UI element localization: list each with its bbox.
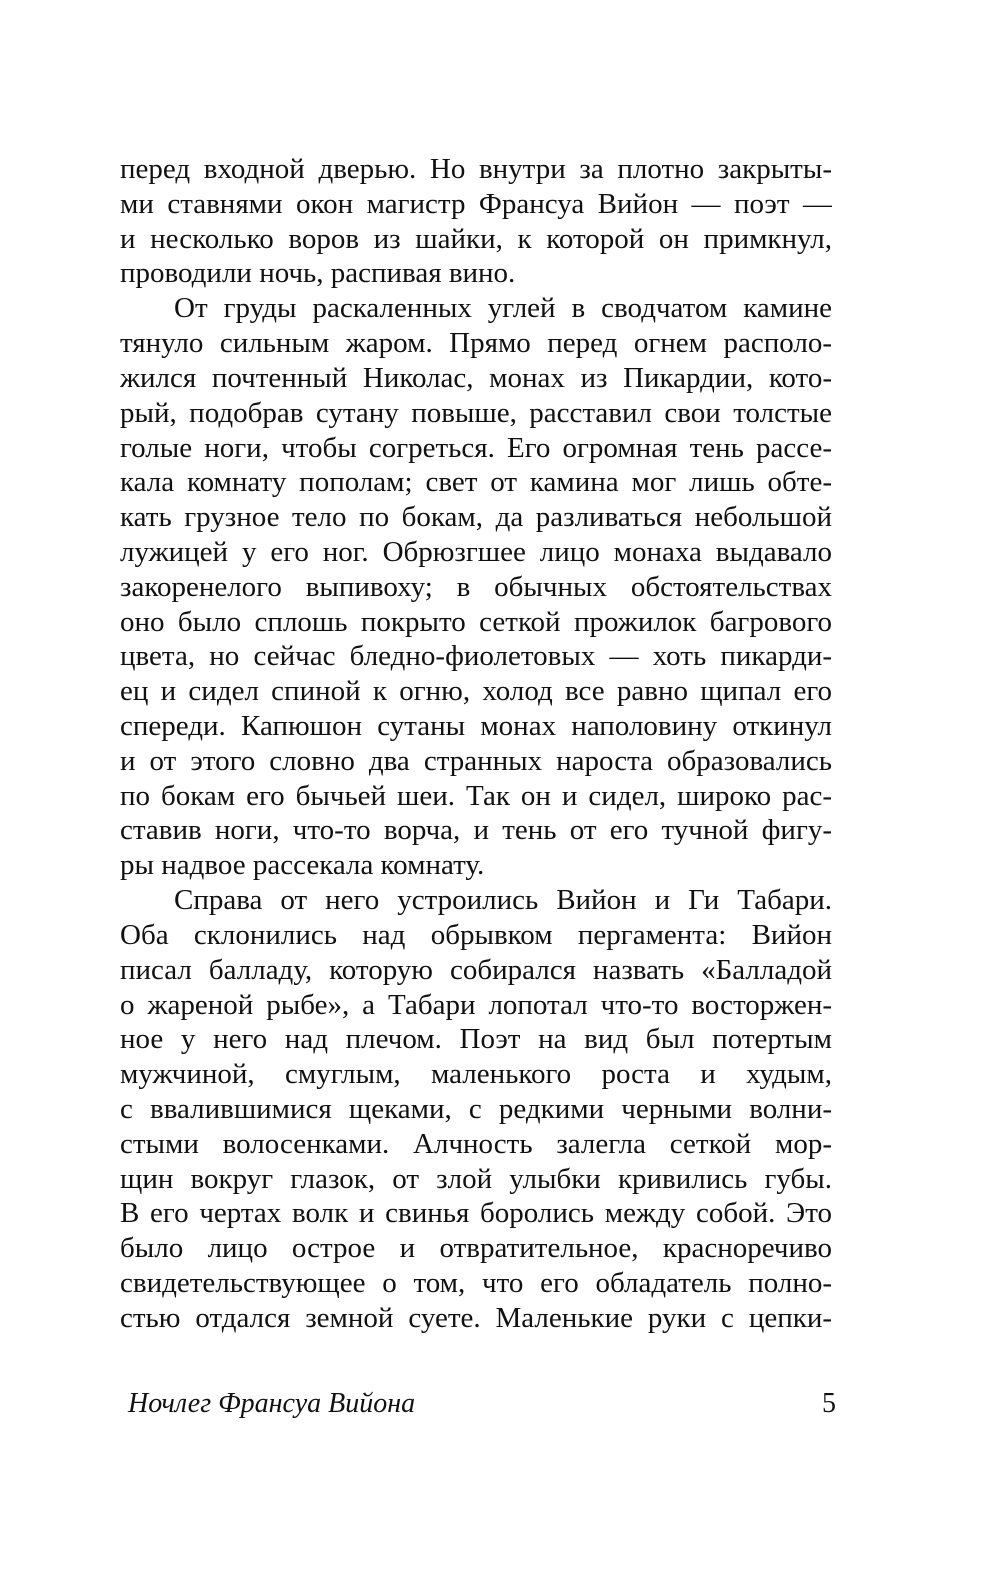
page-footer: [128, 1388, 836, 1428]
text-line: мужчиной, смуглым, маленького роста и худым,: [120, 1058, 832, 1091]
text-line: Справа от него устроились Вийон и Ги Табари.: [174, 884, 832, 917]
text-line: стью отдался земной суете. Маленькие руки с цепки-: [120, 1301, 832, 1334]
text-line: Оба склонились над обрывком пергамента: Вийон: [120, 918, 832, 951]
text-line: От груды раскаленных углей в сводчатом камине: [174, 292, 832, 325]
text-line: ставив ноги, что-то ворча, и тень от его тучной фигу-: [120, 814, 832, 847]
body-text: [120, 152, 832, 1336]
text-line: ное у него над плечом. Поэт на вид был потертым: [120, 1023, 832, 1056]
text-line: стыми волосенками. Алчность залегла сеткой мор-: [120, 1127, 832, 1160]
text-line: спереди. Капюшон сутаны монах наполовину откинул: [120, 710, 832, 742]
text-line: было лицо острое и отвратительное, красноречиво: [120, 1232, 832, 1265]
text-line: свидетельствующее о том, что его обладатель полно-: [120, 1267, 832, 1299]
text-line: по бокам его бычьей шеи. Так он и сидел, широко рас-: [120, 779, 832, 812]
text-line: о жареной рыбе», а Табари лопотал что-то восторжен-: [120, 988, 832, 1021]
text-line: щин вокруг глазок, от злой улыбки кривились губы.: [120, 1162, 832, 1195]
text-line: голые ноги, чтобы согреться. Его огромная тень рассе-: [120, 431, 832, 464]
text-line: ры надвое рассекала комнату.: [120, 849, 485, 882]
text-line: жился почтенный Николас, монах из Пикардии, кото-: [120, 361, 832, 394]
text-line: кать грузное тело по бокам, да разливаться небольшой: [120, 501, 832, 534]
text-line: тянуло сильным жаром. Прямо перед огнем располо-: [120, 327, 832, 360]
text-line: писал балладу, которую собирался назвать «Балладой: [120, 953, 832, 986]
text-line: ец и сидел спиной к огню, холод все равно щипал его: [120, 675, 832, 708]
text-line: перед входной дверью. Но внутри за плотно закрыты-: [120, 153, 832, 185]
text-line: закоренелого выпивоху; в обычных обстоятельствах: [120, 570, 832, 603]
text-line: с ввалившимися щеками, с редкими черными волни-: [120, 1092, 832, 1125]
text-line: В его чертах волк и свинья боролись между собой. Это: [120, 1197, 832, 1230]
running-title: Ночлег Франсуа Вийона: [128, 1388, 416, 1419]
text-line: и несколько воров из шайки, к которой он примкнул,: [120, 222, 832, 255]
text-line: оно было сплошь покрыто сеткой прожилок багрового: [120, 605, 832, 638]
text-line: и от этого словно два странных нароста образовались: [120, 744, 832, 777]
text-line: кала комнату пополам; свет от камина мог лишь обте-: [120, 466, 832, 499]
text-line: лужицей у его ног. Обрюзгшее лицо монаха выдавало: [120, 535, 832, 568]
text-line: проводили ночь, распивая вино.: [120, 257, 516, 290]
text-line: цвета, но сейчас бледно-фиолетовых — хоть пикарди-: [120, 640, 832, 673]
page-number: 5: [822, 1388, 836, 1419]
text-line: рый, подобрав сутану повыше, расставил свои толстые: [120, 396, 832, 429]
text-line: ми ставнями окон магистр Франсуа Вийон — поэт —: [120, 187, 832, 220]
